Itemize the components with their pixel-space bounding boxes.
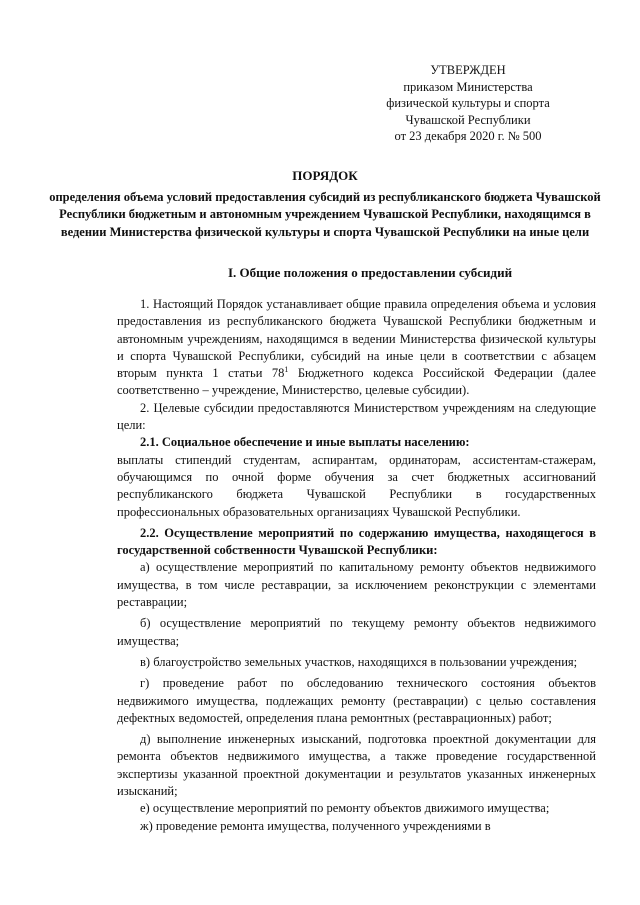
approval-stamp	[368, 62, 568, 145]
paragraph-2-1-text: выплаты стипендий студентам, аспирантам, ординаторам, ассистентам-стажерам, обучающимся по очной форме обучения за счет бюджетных ассигнований республиканского бюджета Чувашской Республики в государственных профессиональных образовательных организациях Чувашской Республики.	[117, 452, 596, 519]
title-heading: ПОРЯДОК	[292, 168, 358, 183]
approval-line-approved: УТВЕРЖДЕН	[430, 63, 506, 77]
paragraph-2-2-title: 2.2. Осуществление мероприятий по содержанию имущества, находящегося в государственной собственности Чувашской Республики:	[117, 525, 596, 558]
list-item-g: г) проведение работ по обследованию технического состояния объектов недвижимого имущества, подлежащих ремонту (реставрации) с целью составления дефектных ведомостей, определения плана ремонтных (реставрационных) работ;	[117, 676, 596, 725]
list-item-d: д) выполнение инженерных изысканий, подготовка проектной документации для ремонта объектов недвижимого имущества, а также проведение государственной экспертизы указанной проектной документации и результатов указанных инженерных изысканий;	[117, 732, 596, 799]
paragraph-1-text-cont: Бюджетного кодекса Российской Федерации (далее соответственно – учреждение, Министерство, целевые субсидии).	[117, 366, 596, 398]
paragraph-1-text: 1. Настоящий Порядок устанавливает общие правила определения объема и условия предоставления из республиканского бюджета Чувашской Республики бюджетным и автономным учреждениям, находящимся в ведении Министерства физической культуры и спорта Чувашской Республики, субсидий на иные цели в соответствии с абзацем вторым пункта 1 статьи 78	[117, 297, 596, 381]
list-item-v: в) благоустройство земельных участков, находящихся в пользовании учреждения;	[140, 654, 578, 669]
approval-line-date: от 23 декабря 2020 г. № 500	[394, 129, 542, 143]
approval-line-order: приказом Министерства	[403, 79, 533, 94]
paragraph-2-1-title: 2.1. Социальное обеспечение и иные выплаты населению:	[140, 435, 470, 450]
list-item-e: е) осуществление мероприятий по ремонту объектов движимого имущества;	[140, 801, 550, 816]
paragraph-1	[117, 296, 596, 400]
paragraph-1-superscript: 1	[284, 365, 289, 375]
section-title: I. Общие положения о предоставлении субсидий	[228, 265, 513, 280]
approval-line-republic: Чувашской Республики	[405, 112, 531, 127]
list-item-a: а) осуществление мероприятий по капитальному ремонту объектов недвижимого имущества, в том числе реставрации, за исключением реконструкции с элементами реставрации;	[117, 560, 596, 610]
list-item-zh: ж) проведение ремонта имущества, полученного учреждениями в	[140, 818, 491, 833]
approval-line-ministry: физической культуры и спорта	[386, 96, 550, 110]
title-subtitle: определения объема условий предоставления субсидий из республиканского бюджета Чувашской Республики бюджетным и автономным учреждением Чувашской Республики, находящимся в ведении Министерства физической культуры и спорта Чувашской Республики на иные цели	[49, 189, 601, 239]
paragraph-2: 2. Целевые субсидии предоставляются Министерством учреждениям на следующие цели:	[117, 400, 596, 433]
list-item-b: б) осуществление мероприятий по текущему ремонту объектов недвижимого имущества;	[117, 616, 596, 648]
document-body	[117, 296, 596, 835]
document-title	[40, 167, 610, 241]
